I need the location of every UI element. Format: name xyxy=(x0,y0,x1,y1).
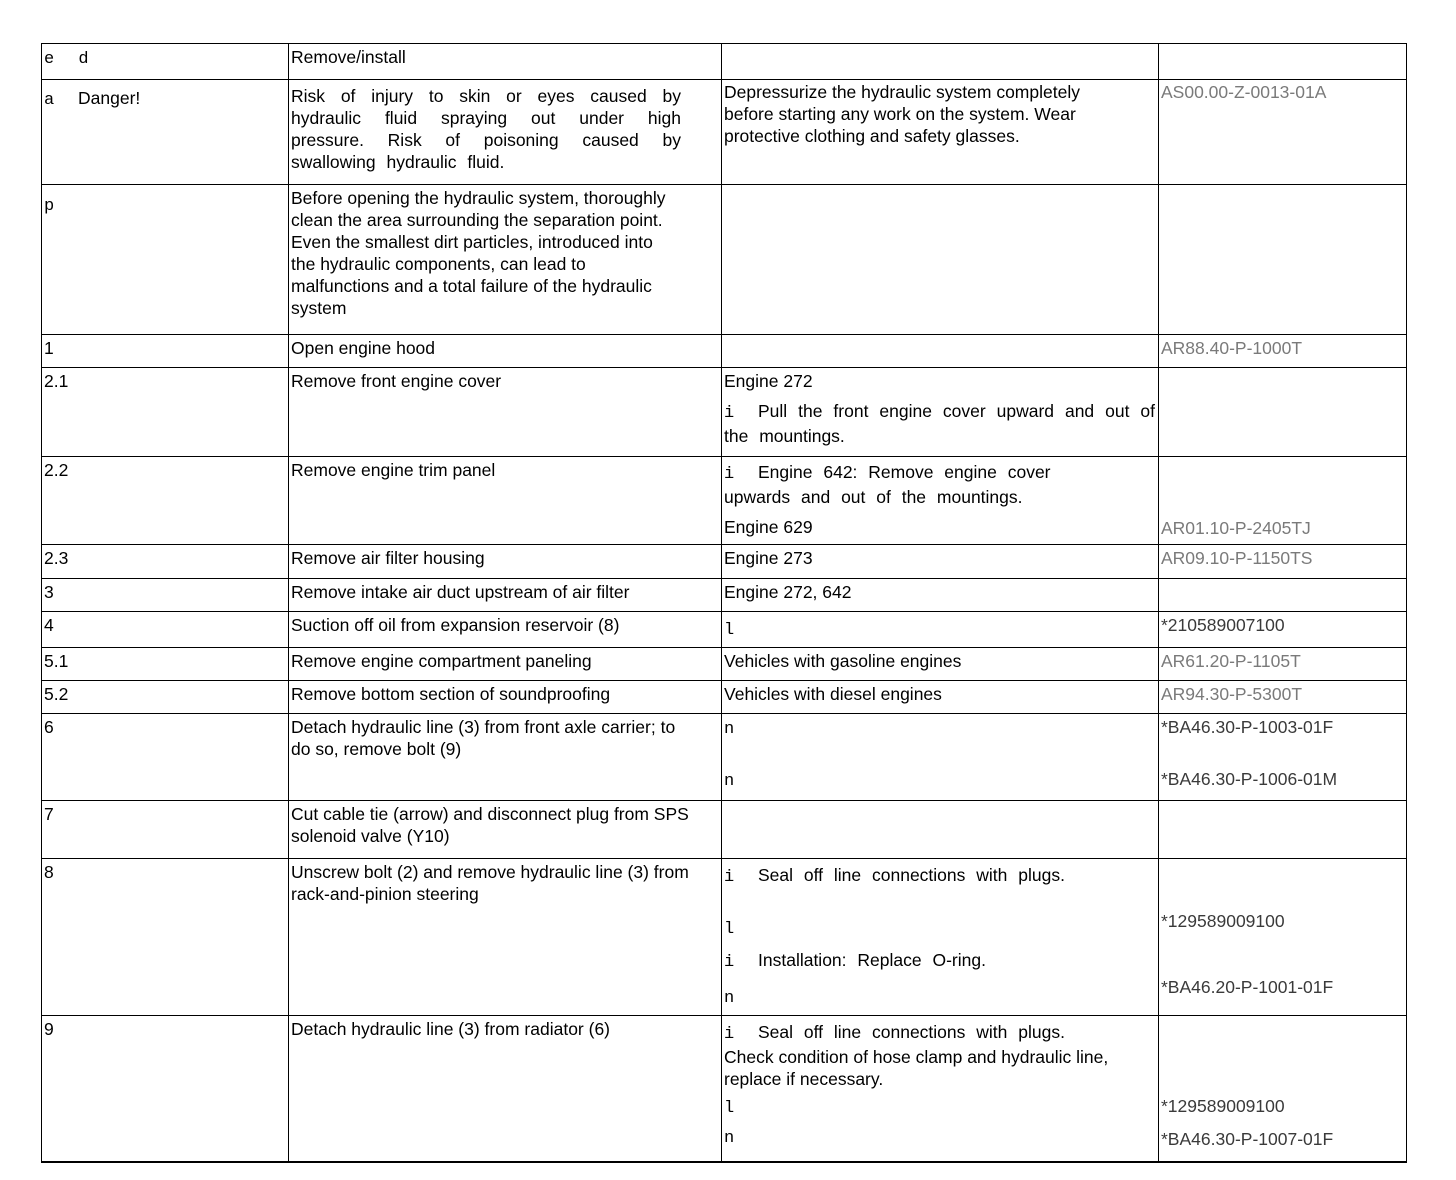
step-number: 1 xyxy=(42,335,289,368)
torque-icon: n xyxy=(724,989,735,1008)
tool-icon: l xyxy=(724,920,735,939)
notes-cell xyxy=(722,335,1159,368)
reference-cell xyxy=(1159,579,1407,612)
step-number: 5.1 xyxy=(42,648,289,681)
procedure-table xyxy=(41,43,1407,1163)
notes-cell xyxy=(722,612,1159,648)
note-text: Engine 272 xyxy=(724,371,813,391)
info-icon: i xyxy=(724,404,735,423)
tool-icon: l xyxy=(724,1099,735,1118)
notes-cell xyxy=(722,859,1159,1016)
table-row xyxy=(42,648,1407,681)
step-number: 3 xyxy=(42,579,289,612)
operation-cell: Cut cable tie (arrow) and disconnect plug from SPS solenoid valve (Y10) xyxy=(289,801,722,859)
notes-cell xyxy=(722,457,1159,545)
operation-cell: Remove engine compartment paneling xyxy=(289,648,722,681)
reference-cell xyxy=(1159,648,1407,681)
reference-cell xyxy=(1159,185,1407,335)
danger-label: Danger! xyxy=(78,88,141,108)
info-icon: i xyxy=(724,868,735,887)
operation-cell: Remove air filter housing xyxy=(289,545,722,579)
operation-cell: Detach hydraulic line (3) from front axle carrier; to do so, remove bolt (9) xyxy=(289,714,722,801)
reference-cell xyxy=(1159,44,1407,80)
notes-cell xyxy=(722,368,1159,457)
reference-cell xyxy=(1159,545,1407,579)
reference-link[interactable]: AR09.10-P-1150TS xyxy=(1161,548,1313,568)
operation-cell: Before opening the hydraulic system, thoroughly clean the area surrounding the separation point. Even the smallest dirt particles, introduced into the hydraulic components, can lead to malfunctions and a total failure of the hydraulic system xyxy=(289,185,722,335)
info-icon: i xyxy=(724,1025,735,1044)
table-row xyxy=(42,368,1407,457)
step-number: 2.3 xyxy=(42,545,289,579)
table-row xyxy=(42,185,1407,335)
reference-cell xyxy=(1159,1016,1407,1162)
step-number: 7 xyxy=(42,801,289,859)
table-row xyxy=(42,457,1407,545)
reference-cell xyxy=(1159,457,1407,545)
operation-cell: Remove intake air duct upstream of air filter xyxy=(289,579,722,612)
operation-cell: Suction off oil from expansion reservoir (8) xyxy=(289,612,722,648)
note-text: Check condition of hose clamp and hydraulic line, replace if necessary. xyxy=(724,1047,1109,1089)
notes-cell xyxy=(722,185,1159,335)
table-row xyxy=(42,714,1407,801)
reference-cell xyxy=(1159,612,1407,648)
info-note xyxy=(724,1021,1155,1090)
reference-link[interactable]: AR01.10-P-2405TJ xyxy=(1161,518,1311,538)
note-text: Seal off line connections with plugs. xyxy=(758,865,1065,885)
notes-cell: Engine 273 xyxy=(722,545,1159,579)
torque-icon: n xyxy=(724,1129,735,1148)
tool-number[interactable]: *210589007100 xyxy=(1161,615,1285,635)
reference-link[interactable]: AR61.20-P-1105T xyxy=(1161,651,1301,671)
torque-reference[interactable]: *BA46.30-P-1006-01M xyxy=(1161,769,1338,789)
operation-cell: Remove bottom section of soundproofing xyxy=(289,681,722,714)
step-number: 8 xyxy=(42,859,289,1016)
tool-number[interactable]: *129589009100 xyxy=(1161,911,1285,931)
info-note xyxy=(724,949,1155,974)
step-number: 6 xyxy=(42,714,289,801)
info-icon: i xyxy=(724,465,735,484)
info-note xyxy=(724,864,1155,889)
reference-cell xyxy=(1159,335,1407,368)
operation-cell: Detach hydraulic line (3) from radiator (6) xyxy=(289,1016,722,1162)
operation-cell: Remove/install xyxy=(289,44,722,80)
reference-link[interactable]: AS00.00-Z-0013-01A xyxy=(1161,82,1327,102)
operation-cell: Risk of injury to skin or eyes caused by hydraulic fluid spraying out under high pressure. Risk of poisoning caused by swallowing hydraulic fluid. xyxy=(289,80,722,185)
notes-cell xyxy=(722,44,1159,80)
notes-cell: Depressurize the hydraulic system completely before starting any work on the system. Wear protective clothing and safety glasses. xyxy=(722,80,1159,185)
torque-reference[interactable]: *BA46.30-P-1003-01F xyxy=(1161,717,1334,737)
table-row xyxy=(42,801,1407,859)
table-row xyxy=(42,80,1407,185)
torque-reference[interactable]: *BA46.30-P-1007-01F xyxy=(1161,1129,1334,1149)
operation-cell: Remove engine trim panel xyxy=(289,457,722,545)
notes-cell: Vehicles with diesel engines xyxy=(722,681,1159,714)
step-number: 4 xyxy=(42,612,289,648)
reference-cell xyxy=(1159,714,1407,801)
reference-cell xyxy=(1159,80,1407,185)
notes-cell xyxy=(722,714,1159,801)
table-row xyxy=(42,612,1407,648)
note-text: Pull the front engine cover upward and out of the mountings. xyxy=(724,401,1155,446)
step-number: 9 xyxy=(42,1016,289,1162)
step-number: 2.1 xyxy=(42,368,289,457)
reference-cell xyxy=(1159,681,1407,714)
note-icon: p xyxy=(44,197,55,216)
torque-icon: n xyxy=(724,772,735,791)
operation-cell: Open engine hood xyxy=(289,335,722,368)
table-row xyxy=(42,859,1407,1016)
danger-icon: a xyxy=(44,91,55,110)
notes-cell: Vehicles with gasoline engines xyxy=(722,648,1159,681)
step-number: 5.2 xyxy=(42,681,289,714)
note-text: Installation: Replace O-ring. xyxy=(758,950,986,970)
step-cell xyxy=(42,185,289,335)
step-cell xyxy=(42,44,289,80)
table-row xyxy=(42,1016,1407,1162)
table-row xyxy=(42,335,1407,368)
operation-cell: Remove front engine cover xyxy=(289,368,722,457)
info-note xyxy=(724,400,1155,447)
operation-cell: Unscrew bolt (2) and remove hydraulic line (3) from rack-and-pinion steering xyxy=(289,859,722,1016)
step-cell xyxy=(42,80,289,185)
reference-link[interactable]: AR88.40-P-1000T xyxy=(1161,338,1303,358)
reference-cell xyxy=(1159,368,1407,457)
notes-cell: Engine 272, 642 xyxy=(722,579,1159,612)
tool-icon: l xyxy=(724,621,735,640)
note-text: Engine 629 xyxy=(724,517,813,537)
reference-cell xyxy=(1159,801,1407,859)
table-row xyxy=(42,681,1407,714)
info-icon: i xyxy=(724,953,735,972)
reference-cell xyxy=(1159,859,1407,1016)
note-text: Engine 642: Remove engine cover upwards and out of the mountings. xyxy=(724,462,1051,507)
table-row xyxy=(42,545,1407,579)
reference-link[interactable]: AR94.30-P-5300T xyxy=(1161,684,1303,704)
torque-icon: n xyxy=(724,720,735,739)
tool-number[interactable]: *129589009100 xyxy=(1161,1096,1285,1116)
step-symbols: e d xyxy=(44,50,89,69)
notes-cell xyxy=(722,801,1159,859)
torque-reference[interactable]: *BA46.20-P-1001-01F xyxy=(1161,977,1334,997)
table-row xyxy=(42,44,1407,80)
note-text: Seal off line connections with plugs. xyxy=(758,1022,1065,1042)
notes-cell xyxy=(722,1016,1159,1162)
step-number: 2.2 xyxy=(42,457,289,545)
table-row xyxy=(42,579,1407,612)
info-note xyxy=(724,461,1155,508)
